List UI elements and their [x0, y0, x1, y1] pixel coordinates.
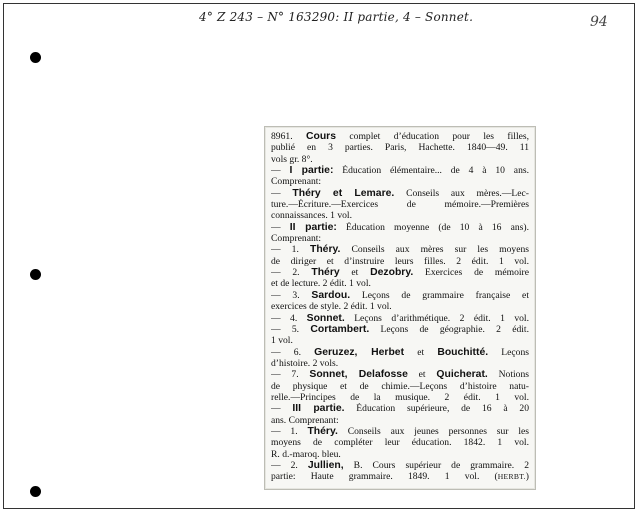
entry-line: — 4. Sonnet. Leçons d’arithmétique. 2 édit. 1 vol.: [271, 312, 529, 324]
catalog-entry-clipping: [264, 126, 536, 490]
entry-author-heading: Théry: [311, 267, 340, 279]
entry-author-heading: Sardou.: [311, 289, 351, 301]
entry-author-heading: Jullien,: [307, 459, 344, 471]
entry-line: Comprenant:: [271, 176, 322, 188]
entry-line: — II partie: Éducation moyenne (de 10 à 16 ans).: [271, 221, 529, 233]
entry-author-heading: III partie.: [292, 403, 345, 415]
entry-line: moyens de compléter leur éducation. 1842. 1 vol.: [271, 437, 529, 449]
entry-line: exercices de style. 2 édit. 1 vol.: [271, 301, 392, 313]
entry-line: ture.—Écriture.—Exercices de mémoire.—Premières: [271, 199, 529, 211]
entry-line: connaissances. 1 vol.: [271, 210, 352, 222]
entry-line: — Théry et Lemare. Conseils aux mères.—Lec-: [271, 187, 529, 199]
entry-author-heading: Théry et Lemare.: [292, 187, 395, 199]
entry-line: publié en 3 parties. Paris, Hachette. 1840—49. 11: [271, 142, 529, 154]
entry-author-heading: Quicherat.: [436, 369, 488, 381]
entry-author-heading: Dezobry.: [370, 267, 414, 279]
entry-line: — I partie: Éducation élémentaire... de 4 à 10 ans.: [271, 165, 529, 177]
entry-author-heading: Geruzez, Herbet: [314, 346, 405, 358]
entry-line: Comprenant:: [271, 233, 322, 245]
entry-line: — 6. Geruzez, Herbet et Bouchitté. Leçons: [271, 346, 529, 358]
binder-hole-middle: [30, 269, 41, 280]
handwritten-shelfmark: 4° Z 243 – N° 163290: II partie, 4 – Sonnet.: [199, 10, 474, 24]
entry-line: d’histoire. 2 vols.: [271, 357, 339, 369]
entry-line: — 2. Théry et Dezobry. Exercices de mémoire: [271, 267, 529, 279]
entry-line: vols gr. 8°.: [271, 153, 313, 165]
entry-author-heading: Cortambert.: [310, 323, 370, 335]
entry-line: de diriger et d’instruire leurs filles. 2 édit. 1 vol.: [271, 255, 529, 267]
entry-author-heading: Sonnet, Delafosse: [309, 369, 408, 381]
entry-line: — III partie. Éducation supérieure, de 16 à 20: [271, 403, 529, 415]
entry-author-heading: Cours: [305, 131, 337, 142]
entry-line: R. d.-maroq. bleu.: [271, 448, 341, 460]
entry-source-abbrev: HERBT.: [497, 472, 526, 482]
entry-line: de physique et de chimie.—Leçons d’histoire natu-: [271, 380, 529, 392]
entry-line: ans. Comprenant:: [271, 414, 339, 426]
entry-line: — 1. Théry. Conseils aux mères sur les moyens: [271, 244, 529, 256]
folio-number: 94: [590, 14, 608, 30]
entry-line: 1 vol.: [271, 335, 293, 347]
entry-author-heading: Bouchitté.: [437, 346, 489, 358]
binder-hole-top: [30, 52, 41, 63]
entry-author-heading: Théry.: [307, 425, 338, 437]
entry-line: — 5. Cortambert. Leçons de géographie. 2 édit.: [271, 323, 529, 335]
entry-author-heading: Théry.: [309, 244, 341, 256]
entry-line: — 2. Jullien, B. Cours supérieur de grammaire. 2: [271, 459, 529, 471]
entry-line: — 3. Sardou. Leçons de grammaire française et: [271, 289, 529, 301]
entry-line: — 1. Théry. Conseils aux jeunes personnes sur les: [271, 425, 529, 437]
entry-line: relle.—Principes de la musique. 2 édit. 1 vol.: [271, 391, 529, 403]
entry-author-heading: II partie:: [289, 221, 337, 233]
entry-line: — 7. Sonnet, Delafosse et Quicherat. Notions: [271, 369, 529, 381]
entry-line: partie: Haute grammaire. 1849. 1 vol. (HERBT.): [271, 471, 529, 483]
entry-author-heading: Sonnet.: [306, 312, 345, 324]
entry-author-heading: I partie:: [289, 165, 334, 177]
entry-line: et de lecture. 2 édit. 1 vol.: [271, 278, 371, 290]
binder-hole-bottom: [30, 486, 41, 497]
entry-line: 8961. Cours complet d’éducation pour les filles,: [271, 131, 529, 142]
